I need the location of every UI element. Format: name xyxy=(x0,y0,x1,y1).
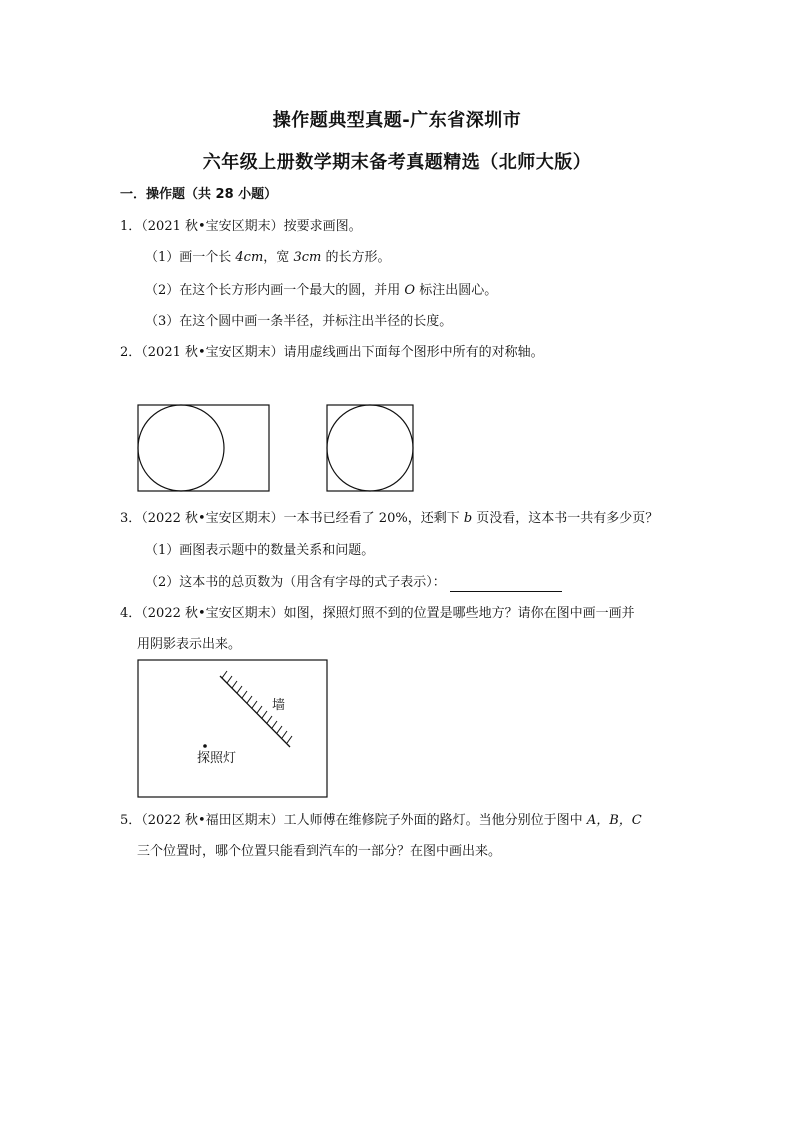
question-source: （2022 秋•宝安区期末） xyxy=(141,606,284,621)
sub-text: ，宽 xyxy=(263,250,294,265)
question-text: 一本书已经看了 20%，还剩下 xyxy=(283,511,464,526)
question-5 xyxy=(120,812,642,830)
question-3-sub-2 xyxy=(145,574,562,592)
length-value: 4cm xyxy=(235,250,264,265)
searchlight-point xyxy=(203,744,207,748)
question-source: （2022 秋•福田区期末） xyxy=(141,813,284,828)
question-1-sub-1 xyxy=(145,249,390,267)
question-number: 5． xyxy=(120,813,142,828)
question-1-sub-2 xyxy=(145,282,497,300)
question-3 xyxy=(120,510,658,528)
label-wall: 墙 xyxy=(272,698,286,713)
question-text: 按要求画图。 xyxy=(283,219,362,234)
label-searchlight: 探照灯 xyxy=(197,751,237,766)
figure-searchlight-wall xyxy=(136,659,330,800)
sub-text: （1）画一个长 xyxy=(145,250,236,265)
question-text: 页没看，这本书一共有多少页？ xyxy=(472,511,659,526)
question-number: 3． xyxy=(120,511,142,526)
question-text: 请用虚线画出下面每个图形中所有的对称轴。 xyxy=(283,345,544,360)
figure-rectangle-with-circle xyxy=(136,404,272,494)
question-source: （2021 秋•宝安区期末） xyxy=(141,219,284,234)
question-1 xyxy=(120,218,362,236)
sub-text: 标注出圆心。 xyxy=(415,283,498,298)
circle-shape xyxy=(327,405,413,491)
width-value: 3cm xyxy=(293,250,322,265)
rectangle-shape xyxy=(138,405,269,491)
question-number: 4． xyxy=(120,606,142,621)
figure-square-with-circle xyxy=(325,404,417,494)
section-heading: 一．操作题（共 28 小题） xyxy=(120,187,278,202)
variable-b: b xyxy=(463,511,473,526)
question-source: （2022 秋•宝安区期末） xyxy=(141,511,284,526)
question-number: 2． xyxy=(120,345,142,360)
sub-text: （2）在这个长方形内画一个最大的圆，并用 xyxy=(145,283,405,298)
position-labels: A，B，C xyxy=(586,813,642,828)
question-2 xyxy=(120,344,544,362)
question-number: 1． xyxy=(120,219,142,234)
question-3-sub-1: （1）画图表示题中的数量关系和问题。 xyxy=(145,543,375,558)
circle-shape xyxy=(138,405,224,491)
figure-frame xyxy=(138,660,327,797)
sub-text: 的长方形。 xyxy=(321,250,391,265)
question-text: 如图，探照灯照不到的位置是哪些地方？请你在图中画一画并 xyxy=(283,606,635,621)
question-source: （2021 秋•宝安区期末） xyxy=(141,345,284,360)
question-1-sub-3: （3）在这个圆中画一条半径，并标注出半径的长度。 xyxy=(145,314,453,329)
center-label: O xyxy=(404,283,416,298)
sub-text: （2）这本书的总页数为（用含有字母的式子表示）： xyxy=(145,575,446,590)
page-title: 操作题典型真题-广东省深圳市 xyxy=(272,110,522,131)
question-4-line-2: 用阴影表示出来。 xyxy=(137,637,242,652)
question-4 xyxy=(120,605,635,623)
answer-blank[interactable] xyxy=(450,578,562,592)
question-text: 工人师傅在维修院子外面的路灯。当他分别位于图中 xyxy=(283,813,587,828)
page-subtitle: 六年级上册数学期末备考真题精选（北师大版） xyxy=(202,152,592,173)
question-5-line-2: 三个位置时，哪个位置只能看到汽车的一部分？在图中画出来。 xyxy=(137,844,502,859)
